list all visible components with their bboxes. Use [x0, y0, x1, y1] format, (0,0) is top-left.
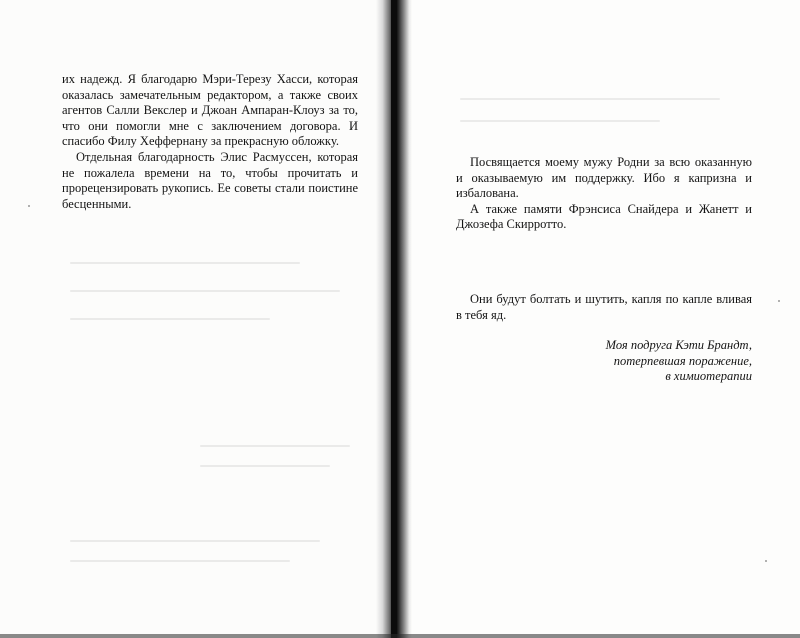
attribution-line: в химиотерапии: [665, 369, 752, 384]
page-bottom-edge: [0, 634, 800, 638]
scan-speck: [778, 300, 780, 302]
attribution-line: Моя подруга Кэти Брандт,: [605, 338, 752, 352]
scan-speck: [28, 205, 30, 207]
epigraph: [456, 292, 752, 323]
bleed-through-line: [70, 262, 300, 264]
dedication-paragraph: Посвящается моему мужу Родни за всю оказанную и оказываемую им поддержку. Ибо я капризна и избалована.: [456, 155, 752, 201]
acknowledgements-paragraph: их надежд. Я благодарю Мэри-Терезу Хасси, которая оказалась замечательным редактором, а также своих агентов Салли Векслер и Джоан Ампаран-Клоуз за то, что они помогли мне с заключением договора. И спасибо Филу Хеффернану за прекрасную обложку.: [62, 72, 358, 149]
epigraph-attribution: [456, 338, 752, 385]
bleed-through-line: [200, 465, 330, 467]
acknowledgements-text: [62, 72, 358, 212]
scan-speck: [765, 560, 767, 562]
bleed-through-line: [70, 290, 340, 292]
attribution-line: потерпевшая поражение,: [613, 353, 752, 368]
bleed-through-line: [70, 560, 290, 562]
bleed-through-line: [70, 540, 320, 542]
bleed-through-line: [70, 318, 270, 320]
bleed-through-line: [460, 120, 660, 122]
dedication-paragraph: А также памяти Фрэнсиса Снайдера и Жанетт и Джозефа Скирротто.: [456, 201, 752, 232]
bleed-through-line: [200, 445, 350, 447]
gutter-shadow: [391, 0, 397, 638]
acknowledgements-paragraph: Отдельная благодарность Элис Расмуссен, которая не пожалела времени на то, чтобы прочитать и прорецензировать рукопись. Ее советы стали поистине бесценными.: [62, 149, 358, 211]
dedication: [456, 155, 752, 233]
epigraph-text: Они будут болтать и шутить, капля по капле вливая в тебя яд.: [456, 292, 752, 322]
bleed-through-line: [460, 98, 720, 100]
